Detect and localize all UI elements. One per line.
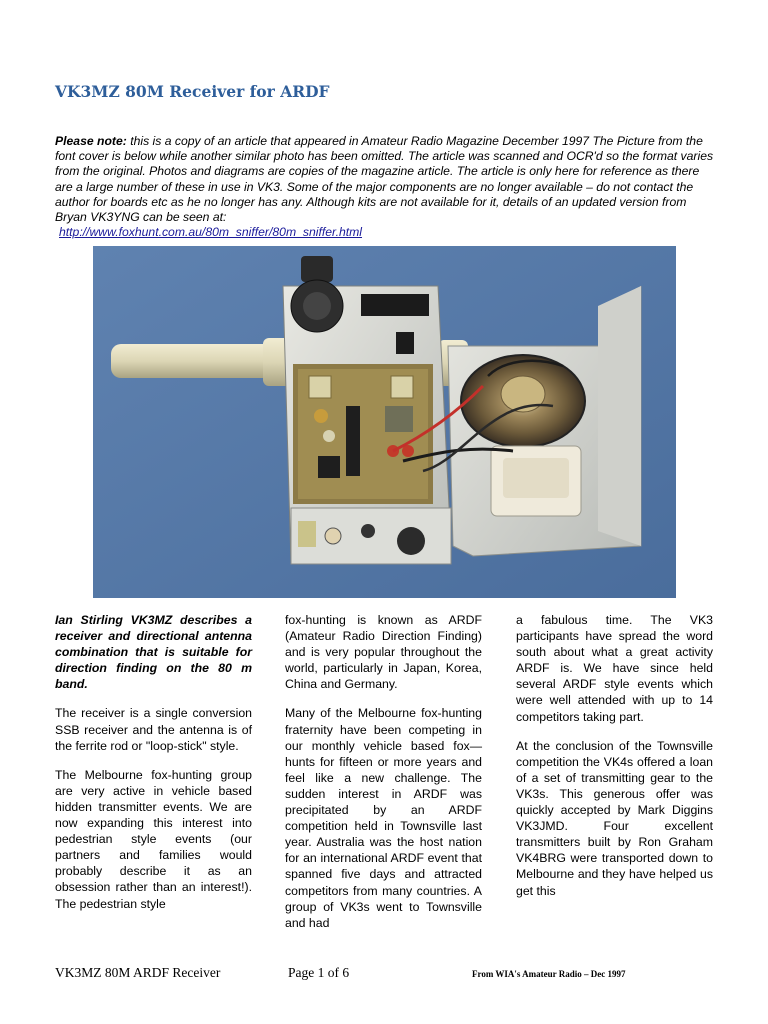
- receiver-photo: [93, 246, 676, 598]
- article-column-2: [285, 612, 482, 944]
- paragraph: fox-hunting is known as ARDF (Amateur Radio Direction Finding) and is very popular throughout the world, particularly in Japan, Korea, China and Germany.: [285, 613, 482, 692]
- note-text: this is a copy of an article that appeared in Amateur Radio Magazine December 1997 The Picture from the font cover is below while another similar photo has been omitted. The article was scanned and OCR'd so the format varies from the original. Photos and diagrams are copies of the magazine article. The article is only here for reference as there are a large number of these in use in VK3. Some of the major components are no longer available – do not contact the author for boards etc as he no longer has any. Although kits are not available for it, details of an updated version from Bryan VK3YNG can be seen at:: [55, 134, 714, 225]
- receiver-photo-illustration: [93, 246, 676, 598]
- page-number: Page 1 of 6: [288, 965, 350, 980]
- article-column-1: [55, 612, 252, 925]
- paragraph: The receiver is a single conversion SSB receiver and the antenna is of the ferrite rod or "loop-stick" style.: [55, 706, 252, 753]
- footer-source: From WIA's Amateur Radio – Dec 1997: [472, 969, 626, 979]
- article-column-3: [516, 612, 713, 912]
- footer-title: VK3MZ 80M ARDF Receiver: [55, 965, 221, 980]
- editor-note: [55, 134, 715, 240]
- article-lead: Ian Stirling VK3MZ describes a receiver and directional antenna combination that is suitable for direction finding on the 80 m band.: [55, 613, 252, 692]
- paragraph: Many of the Melbourne fox-hunting fraternity have been competing in our monthly vehicle based fox—hunts for fifteen or more years and feel like a new challenge. The sudden interest in ARDF was precipitated by an ARDF competition held in Townsville last year. Australia was the host nation for an international ARDF event that spanned five days and attracted competitors from many countries. A group of VK3s went to Townsville and had: [285, 706, 482, 930]
- paragraph: The Melbourne fox-hunting group are very active in vehicle based hidden transmitter events. We are now expanding this interest into pedestrian style events (our partners and families would probably describe it as an obsession rather than an interest!). The pedestrian style: [55, 767, 252, 911]
- paragraph: a fabulous time. The VK3 participants have spread the word south about what a great activity ARDF is. We have since held several ARDF style events which were well attended with up to 14 competitors taking part.: [516, 613, 713, 724]
- note-label: Please note:: [55, 134, 127, 148]
- paragraph: At the conclusion of the Townsville competition the VK4s offered a loan of a set of transmitting gear to the VK3s. This generous offer was quickly accepted by Mark Diggins VK3JMD. Four excellent transmitters built by Ron Graham VK4BRG were transported down to Melbourne and they have helped us get this: [516, 738, 713, 898]
- page-title: VK3MZ 80M Receiver for ARDF: [55, 82, 330, 101]
- foxhunt-link[interactable]: http://www.foxhunt.com.au/80m_sniffer/80m_sniffer.html: [59, 225, 363, 240]
